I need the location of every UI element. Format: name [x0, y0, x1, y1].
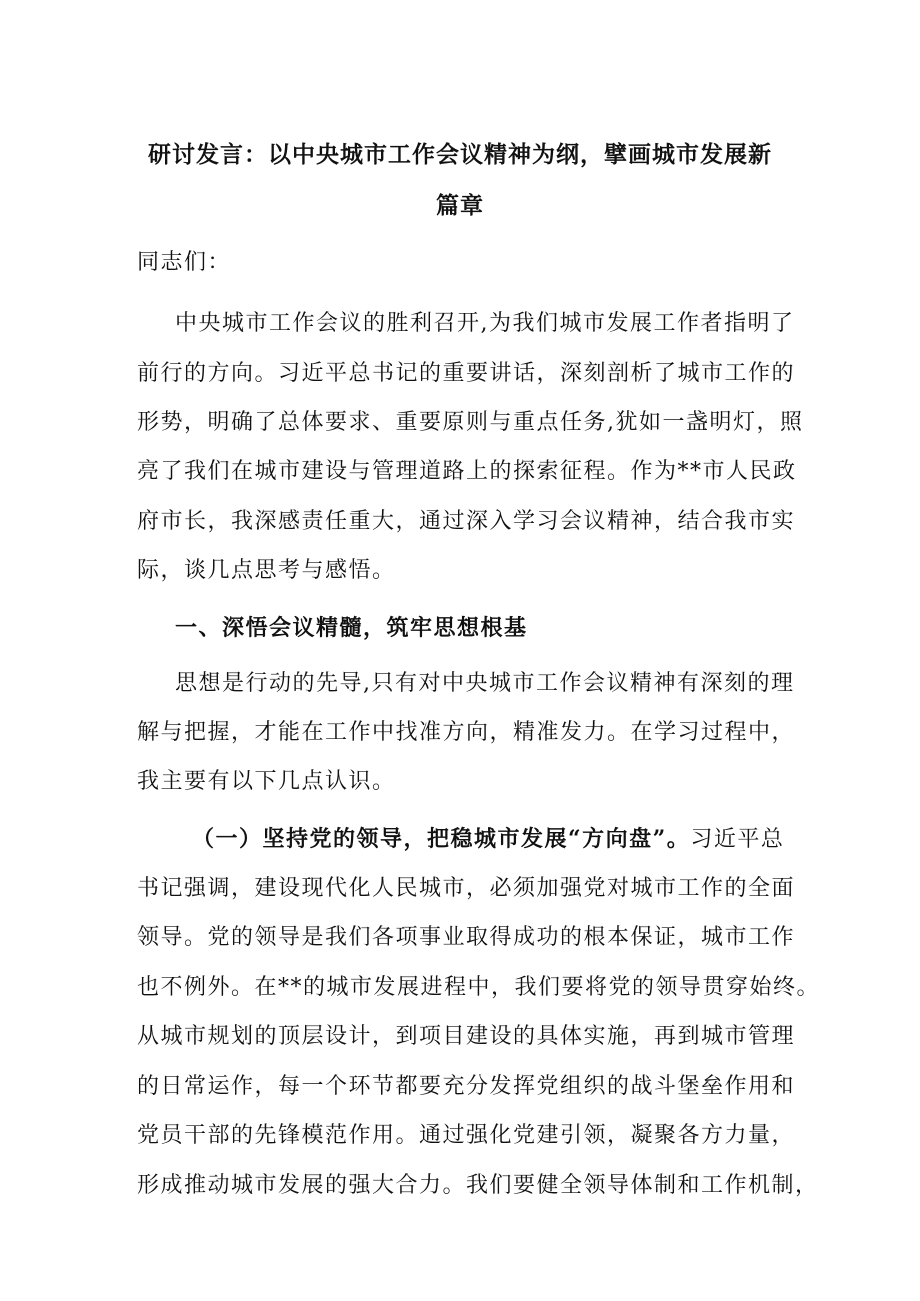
paragraph-1-line: 中央城市工作会议的胜利召开,为我们城市发展工作者指明了 [175, 311, 795, 336]
subsection-1-heading: （一）坚持党的领导，把稳城市发展“方向盘”。 [192, 826, 691, 852]
paragraph-1-line: 前行的方向。习近平总书记的重要讲话，深刻剖析了城市工作的 [137, 361, 796, 386]
document-title-line-2: 篇章 [436, 192, 484, 219]
paragraph-1-line: 府市长，我深感责任重大，通过深入学习会议精神，结合我市实 [137, 509, 796, 534]
paragraph-3-line: 领导。党的领导是我们各项事业取得成功的根本保证，城市工作 [137, 925, 796, 950]
paragraph-3-line: 党员干部的先锋模范作用。通过强化党建引领，凝聚各方力量， [137, 1123, 796, 1148]
paragraph-1-line: 形势，明确了总体要求、重要原则与重点任务,犹如一盏明灯，照 [137, 410, 804, 435]
subsection-1-lead-text: 习近平总 [690, 827, 785, 852]
paragraph-2-line: 解与把握，才能在工作中找准方向，精准发力。在学习过程中， [137, 720, 796, 745]
paragraph-2-line: 思想是行动的先导,只有对中央城市工作会议精神有深刻的理 [175, 671, 795, 696]
document-title-line-1: 研讨发言：以中央城市工作会议精神为纲，擘画城市发展新 [148, 141, 772, 168]
paragraph-2-line: 我主要有以下几点认识。 [137, 769, 396, 794]
paragraph-3-line: 也不例外。在**的城市发展进程中，我们要将党的领导贯穿始终。 [137, 975, 821, 1000]
paragraph-1-line: 亮了我们在城市建设与管理道路上的探索征程。作为**市人民政 [137, 459, 797, 484]
salutation: 同志们： [137, 250, 232, 275]
subsection-1-first-line [192, 828, 784, 851]
paragraph-3-line: 从城市规划的顶层设计，到项目建设的具体实施，再到城市管理 [137, 1024, 796, 1049]
paragraph-3-line: 书记强调，建设现代化人民城市，必须加强党对城市工作的全面 [137, 876, 796, 901]
section-heading-1: 一、深悟会议精髓，筑牢思想根基 [175, 615, 528, 641]
paragraph-1-line: 际，谈几点思考与感悟。 [137, 558, 396, 583]
paragraph-3-line: 形成推动城市发展的强大合力。我们要健全领导体制和工作机制， [137, 1173, 819, 1198]
paragraph-3-line: 的日常运作，每一个环节都要充分发挥党组织的战斗堡垒作用和 [137, 1074, 796, 1099]
